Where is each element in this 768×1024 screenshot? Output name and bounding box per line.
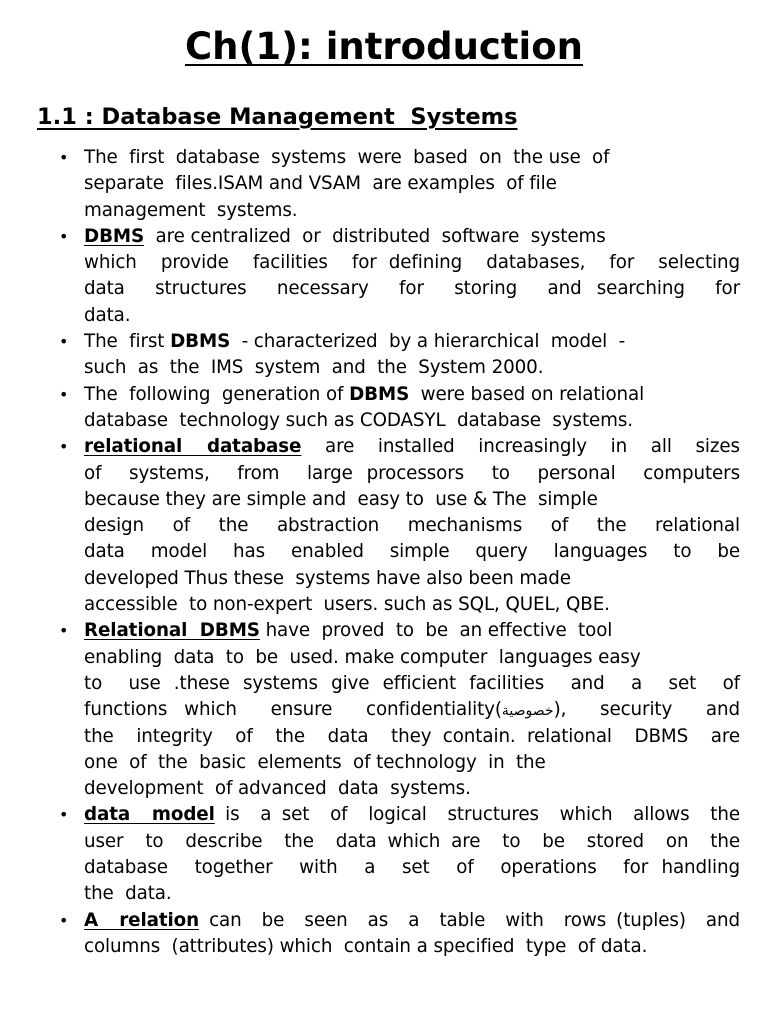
arabic-term: خصوصية [501,703,554,720]
text-run: can be seen as a table with rows (tuples) and [199,909,741,931]
text-line [84,382,740,408]
list-item [59,382,740,435]
bullet-marker: • [59,910,69,930]
bold-term: DBMS [170,331,231,353]
text-line [84,539,740,565]
text-run: which provide facilities for defining databases, for selecting [84,252,740,274]
list-item [59,434,740,618]
text-run: are centralized or distributed software systems [144,225,606,247]
text-line [84,487,740,513]
text-run: because they are simple and easy to use & The simple [84,488,598,510]
text-line [84,724,740,750]
text-run: the data. [84,883,172,905]
text-line [84,697,740,723]
text-run: developed Thus these systems have also been made [84,567,571,589]
text-line [84,198,740,224]
text-run: management systems. [84,199,298,221]
text-run: the integrity of the data they contain. relational DBMS are [84,725,740,747]
text-line [84,276,740,302]
text-line [84,802,740,828]
text-line [84,855,740,881]
text-line [84,566,740,592]
section-heading: 1.1 : Database Management Systems [37,104,518,130]
text-line [84,461,740,487]
text-run: separate files.ISAM and VSAM are examples of file [84,173,557,195]
text-line [84,592,740,618]
text-run: database technology such as CODASYL database systems. [84,409,633,431]
text-run: columns (attributes) which contain a specified type of data. [84,935,648,957]
text-line [84,434,740,460]
bullet-marker: • [59,332,69,352]
list-item [59,329,740,382]
text-line [84,171,740,197]
key-term: A relation [84,909,200,931]
text-run: functions which ensure confidentiality( [84,699,502,721]
text-line [84,776,740,802]
text-line [84,145,740,171]
bullet-marker: • [59,148,69,167]
text-run: to use .these systems give efficient facilities and a set of [84,672,740,694]
bullet-marker: • [59,805,69,825]
text-line [84,829,740,855]
document-title: Ch(1): introduction [184,25,583,68]
list-item [59,908,741,961]
text-run: data structures necessary for storing and searching for [84,278,740,300]
text-line [84,618,740,644]
text-run: user to describe the data which are to be stored on the [84,830,740,852]
bullet-marker: • [59,437,69,457]
bullet-marker: • [59,226,69,246]
text-line [84,645,740,671]
bold-term: DBMS [349,383,410,405]
text-run: development of advanced data systems. [84,778,471,800]
text-line [84,224,740,250]
text-run: are installed increasingly in all sizes [301,436,740,458]
text-run: database together with a set of operations for handling [84,857,740,879]
list-item [59,618,740,802]
text-run: have proved to be an effective tool [259,620,613,642]
list-item [59,802,740,907]
text-run: is a set of logical structures which allows the [214,804,740,826]
text-line [84,671,740,697]
text-run: such as the IMS system and the System 2000. [84,357,544,379]
text-run: The first database systems were based on the use of [84,147,610,168]
key-term: relational database [84,436,302,458]
key-term: Relational DBMS [84,620,260,642]
text-run: accessible to non-expert users. such as SQL, QUEL, QBE. [84,594,610,616]
text-run: of systems, from large processors to personal computers [84,462,740,484]
text-line [84,355,740,381]
bullet-marker: • [59,621,69,641]
text-line [84,303,740,329]
text-line [84,908,740,934]
text-run: design of the abstraction mechanisms of the relational [84,515,740,537]
list-item [59,145,740,224]
text-line [84,750,740,776]
text-line [84,250,740,276]
text-line [84,329,740,355]
text-run: - characterized by a hierarchical model - [230,331,626,353]
text-line [84,934,740,960]
text-run: data model has enabled simple query languages to be [84,541,740,563]
text-run: were based on relational [409,383,645,405]
text-run: ), security and [553,699,740,721]
text-run: data. [84,304,131,326]
text-run: The following generation of [84,383,350,405]
bullet-marker: • [59,384,69,404]
bullet-list [59,145,741,960]
text-run: one of the basic elements of technology in the [84,751,546,773]
text-run: enabling data to be used. make computer languages easy [84,646,641,668]
text-line [84,513,740,539]
key-term: DBMS [84,225,145,247]
text-line [84,408,740,434]
text-run: The first [84,331,171,353]
list-item [59,224,740,329]
text-line [84,881,740,907]
key-term: data model [84,804,215,826]
